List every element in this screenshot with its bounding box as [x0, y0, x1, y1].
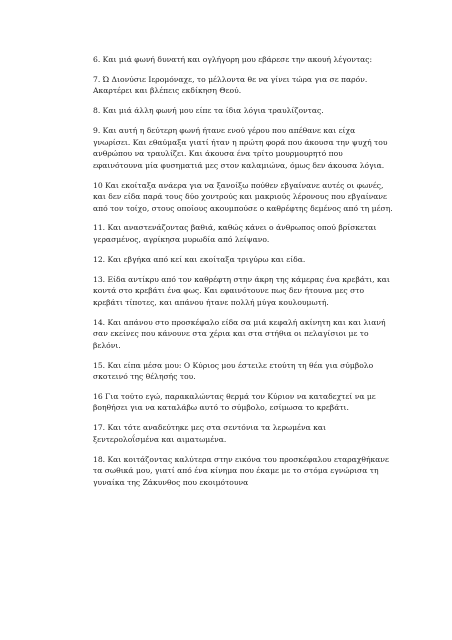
paragraph-10: 10 Και εκοίταξα ανάερα για να ξανοίξω πούθεν εβγαίνανε αυτές οι φωνές, και δεν είδα παρά τους δύο χοντρούς και μακριούς λέρονους που εβγαίνανε από τον τοίχο, στους οποίους ακουμπούσε ο καθρέφτης δεμένος από τη μέση. [93, 180, 393, 213]
paragraph-18: 18. Και κοιτάζοντας καλύτερα στην εικόνα του προσκέφαλου εταραχθήκανε τα σωθικά μου, γιατί από ένα κίνημα που έκαμε με το στόμα εγνώρισα τη γυναίκα της Ζάκυνθος που εκοιμότουνα [93, 454, 389, 487]
paragraph-16: 16 Για τούτο εγώ, παρακαλώντας θερμά τον Κύριον να καταδεχτεί να με βοηθήσει για να καταλάβω αυτό το σύμβολο, εσίμωσα το κρεβάτι. [93, 391, 376, 413]
paragraph-13: 13. Είδα αντίκρυ από τον καθρέφτη στην άκρη της κάμερας ένα κρεβάτι, και κοντά στο κρεβάτι ένα φως. Και εφαινότουνε πως δεν ήτουνα μες στο κρεβάτι τίποτες, και απάνου ήτανε πολλή μύγα κουλουμωτή. [93, 274, 390, 307]
paragraph-6: 6. Και μιά φωνή δυνατή και ογλήγορη μου εβάρεσε την ακουή λέγοντας: [93, 55, 373, 64]
text-column [93, 54, 393, 497]
paragraph-8: 8. Και μιά άλλη φωνή μου είπε τα ίδια λόγια τραυλίζοντας. [93, 106, 324, 116]
paragraph-12: 12. Και εβγήκα από κεί και εκοίταξα τριγύρω και είδα. [93, 254, 306, 264]
paragraph-15: 15. Και είπα μέσα μου: Ο Κύριος μου έστειλε ετούτη τη θέα για σύμβολο σκοτεινό της θέλησής του. [93, 360, 374, 382]
paragraph-14: 14. Και απάνου στο προσκέφαλο είδα σα μιά κεφαλή ακίνητη και και λιανή σαν εκείνες που κάνουνε στα χέρια και στα στήθια οι πελαγίσιοι με το βελόνι. [93, 317, 386, 350]
paragraph-17: 17. Και τότε αναδεύτηκε μες στα σεντόνια τα λερωμένα και ξεντερολοΐσμένα και αιματωμένα. [93, 423, 326, 444]
paragraph-11: 11. Και αναστενάζοντας βαθιά, καθώς κάνει ο άνθρωπος οπού βρίσκεται γερασμένος, αγρίκησα μυρωδία από λείψανο. [93, 223, 377, 244]
paragraph-7: 7. Ώ Διονύσιε Ιερομόναχε, το μέλλοντα θε να γίνει τώρα για σε παρόν. Ακαρτέρει και βλέπεις εκδίκηση Θεού. [93, 74, 368, 96]
paragraph-9: 9. Και αυτή η δεύτερη φωνή ήτανε ενού γέρου που απέθανε και είχα γνωρίσει. Και εθαύμαξα γιατί ήταν η πρώτη φορά που άκουσα την ψυχή του ανθρώπου να τραυλίζει. Και άκουσα ένα τρίτο μουρμουρητό που εφαινότουνα μία φυσηματιά μες στον καλαμιώνα, όμως δεν άκουσα λόγια. [93, 126, 388, 170]
